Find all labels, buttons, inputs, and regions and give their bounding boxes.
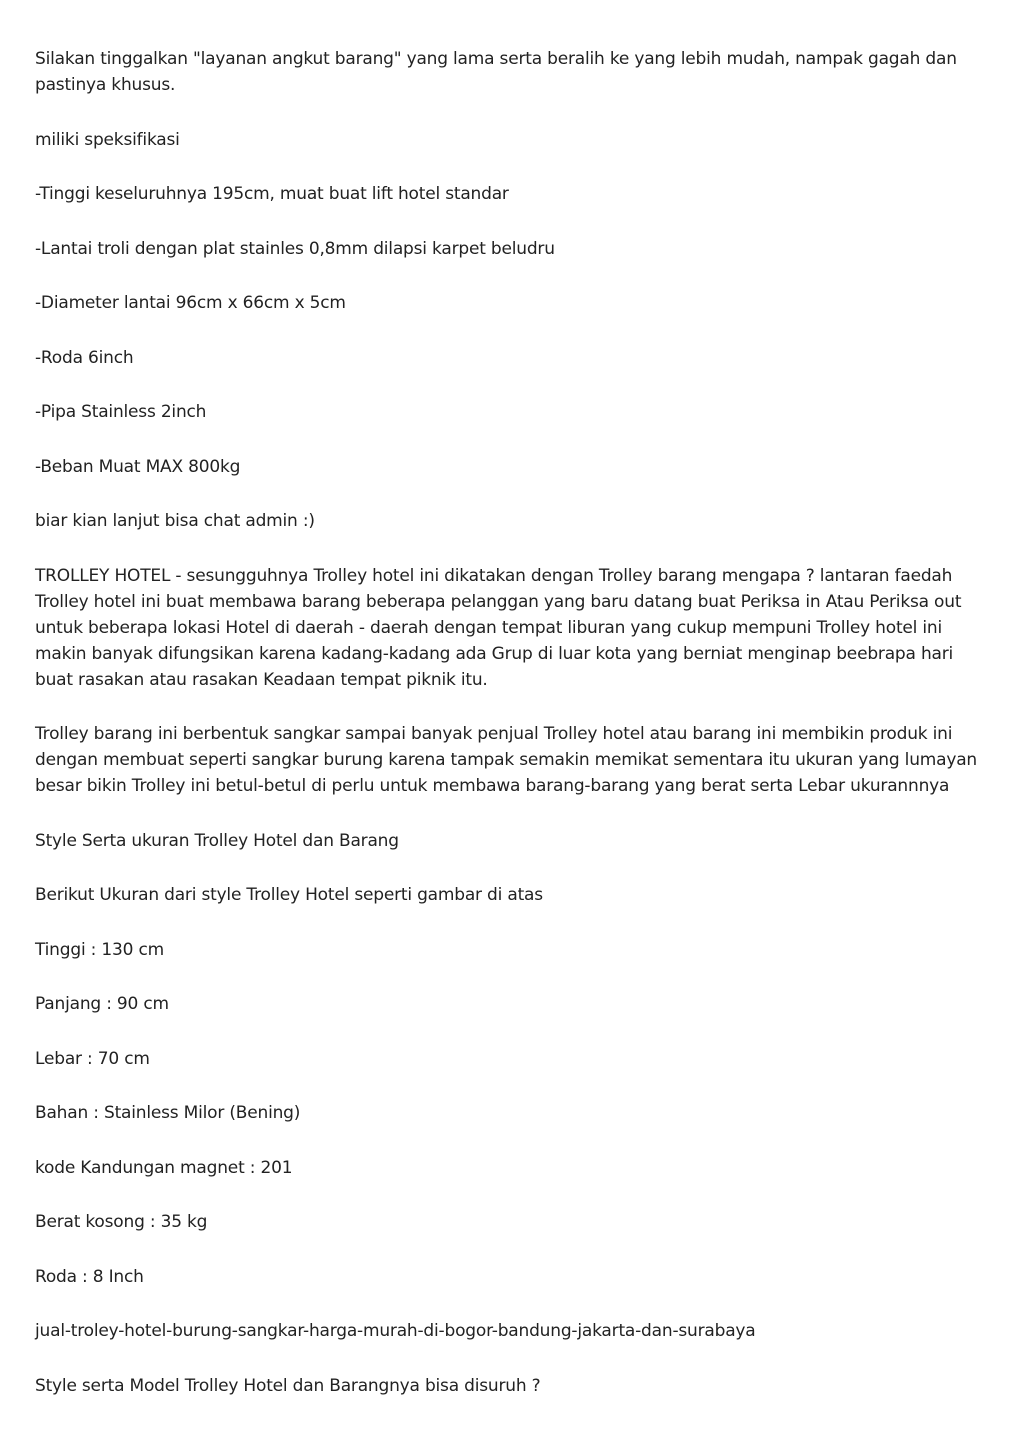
intro-paragraph: Silakan tinggalkan "layanan angkut barang" yang lama serta beralih ke yang lebih mudah, nampak gagah dan pastinya khusus. <box>35 49 957 95</box>
slug-text: jual-troley-hotel-burung-sangkar-harga-murah-di-bogor-bandung-jakarta-dan-surabaya <box>35 1321 756 1341</box>
size-material: Bahan : Stainless Milor (Bening) <box>35 1103 301 1123</box>
size-intro: Berikut Ukuran dari style Trolley Hotel seperti gambar di atas <box>35 885 543 905</box>
size-empty-weight: Berat kosong : 35 kg <box>35 1212 208 1232</box>
contact-note: biar kian lanjut bisa chat admin :) <box>35 511 315 531</box>
size-length: Panjang : 90 cm <box>35 994 169 1014</box>
size-width: Lebar : 70 cm <box>35 1048 150 1069</box>
spec-item-diameter: -Diameter lantai 96cm x 66cm x 5cm <box>35 293 346 313</box>
closing-question: Style serta Model Trolley Hotel dan Barangnya bisa disuruh ? <box>35 1375 541 1396</box>
size-magnet-code: kode Kandungan magnet : 201 <box>35 1157 293 1178</box>
trolley-barang-paragraph: Trolley barang ini berbentuk sangkar sampai banyak penjual Trolley hotel atau barang ini membikin produk ini dengan membuat seperti sangkar burung karena tampak semakin memikat sementara itu ukuran yang lumayan besar bikin Trolley ini betul-betul di perlu untuk membawa barang-barang yang berat serta Lebar ukurannnya <box>35 724 977 796</box>
trolley-hotel-paragraph: TROLLEY HOTEL - sesungguhnya Trolley hotel ini dikatakan dengan Trolley barang mengapa ? lantaran faedah Trolley hotel ini buat membawa barang beberapa pelanggan yang baru datang buat Periksa in Atau Periksa out untuk beberapa lokasi Hotel di daerah - daerah dengan tempat liburan yang cukup mempuni Trolley hotel ini makin banyak difungsikan karena kadang-kadang ada Grup di luar kota yang berniat menginap beebrapa hari buat rasakan atau rasakan Keadaan tempat piknik itu. <box>35 565 962 690</box>
size-wheel: Roda : 8 Inch <box>35 1266 144 1287</box>
spec-item-wheel: -Roda 6inch <box>35 347 134 368</box>
spec-item-pipe: -Pipa Stainless 2inch <box>35 402 207 422</box>
spec-item-floor: -Lantai troli dengan plat stainles 0,8mm dilapsi karpet beludru <box>35 238 555 259</box>
document-body <box>35 46 980 1427</box>
size-height: Tinggi : 130 cm <box>35 939 164 960</box>
style-size-heading: Style Serta ukuran Trolley Hotel dan Barang <box>35 830 399 851</box>
spec-heading: miliki speksifikasi <box>35 129 180 150</box>
spec-item-load: -Beban Muat MAX 800kg <box>35 456 241 477</box>
spec-item-height: -Tinggi keseluruhnya 195cm, muat buat lift hotel standar <box>35 184 509 204</box>
